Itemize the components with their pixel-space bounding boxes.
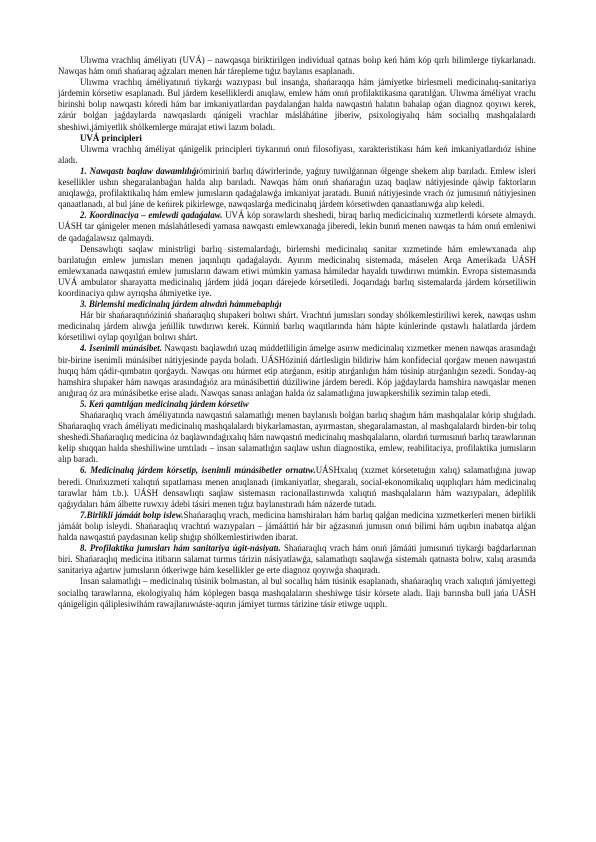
paragraph-2 — [58, 77, 536, 132]
paragraph-5 — [58, 310, 536, 343]
section-heading-text: UVÁ principleri — [80, 132, 142, 143]
paragraph-6 — [58, 410, 536, 465]
principle-8-text: Shańaraqlıq vrach hám onıń jámááti jumısınıń tiykarǵı baǵdarlarınan biri. Shańaraqlıq medicina itibarın salamat turmıs tárizin násiyatlawǵa, salamatlıqtı saqlawǵa sistemalı qatnasta bolıw, xalıq arasında sanitariya aǵartıw jumısların ótkeriwge hám kesellikler ge erte diagnoz qoyıwǵa shaqıradı. — [58, 543, 537, 576]
principle-1 — [58, 166, 536, 210]
principle-7-text: Shańaraqlıq vrach, medicina hamshiraları hám barlıq qalǵan medicina xızmetkerleri menen birlikli jámáát bolıp isleydi. Shańaraqlıq vrachtıń wazıypaları – jámááttiń hár bir aǵzasınıń jumısın onıń bilimi hám uqıbın inabatqa alǵan halda nawqastıń paydasınan kelip shıǵıp shólkemlestiriwden ibarat. — [58, 509, 536, 543]
section-heading — [58, 133, 536, 144]
paragraph-3 — [58, 144, 536, 166]
paragraph-1 — [58, 55, 536, 77]
paragraph-6-text: Shańaraqlıq vrach áméliyatında nawqastıń salamatlıǵı menen baylanıslı bolǵan barlıq shaǵım hám mashqalalar kórip shıǵıladı. Shańaraqlıq vrach áméliyatı medicinalıq mashqalalardı biykarlamastan, ayırmastan, shegaralamastan, al mashqalalardı birden-bir tolıq sheshedi.Shańaraqlıq medicina óz baqlawındaǵıxalıq hám nawqastıń medicinalıq mashqalaların, olardıń turmısınıń barlıq tarawlarınan kelip shıqqan halda sheshiliwine umtıladı – insan salamatlıǵın saqlaw ushın diagnostika, emlew, reabilitaciya, profilaktika jumısların alıp baradı. — [58, 410, 536, 465]
principle-4-title: 4. Isenimli múnásibet. — [80, 343, 162, 354]
principle-2-title: 2. Koordinaciya – emlewdi qadaǵalaw. — [80, 210, 223, 221]
paragraph-4-text: Densawlıqtı saqlaw ministrligi barlıq sistemalardaǵı, birlemshi medicinalıq sanitar xızmetinde hám emlewxanada alıp barılatuǵın emlew jumısları menen jaqınlıqtı qadaǵalaydı. Ayırım medicinalıq sistemada, máselen Arqa Amerikada UÁSH emlewxanada nawqastıń emlew jumısların dawam etiwi múmkin yamasa hámiledar hayaldı tuwdırıwı múmkin. Evropa sistemasında UVÁ ambulator sharayatta medicinalıq járdem júdá joqarı dárejede kórsetiledi. Joqarıdaǵı barlıq sistemalarda járdem kórsetiliwin koordinaciya qılıw ayrıqsha áhmiyetke iye. — [58, 243, 536, 298]
paragraph-1-text: Ulıwma vrachlıq áméliyatı (UVÁ) – nawqasqa biriktirilgen individual qatnas bolıp keń hám kóp qırlı bilimlerge tiykarlanadı. Nawqas hám onıń shańaraq aǵzaları menen hár tárepleme tıǵız baylanıs esaplanadı. — [58, 55, 536, 77]
principle-5-title: 5. Keń qamtılǵan medicinalıq járdem kórsetiw — [80, 398, 249, 409]
principle-6 — [58, 465, 536, 509]
paragraph-4 — [58, 244, 536, 299]
principle-6-title: 6. Medicinalıq járdem kórsetip, isenimli múnásibetler ornatıw. — [80, 465, 316, 476]
paragraph-7 — [58, 576, 536, 609]
paragraph-5-text: Hár bir shańaraqtıńóziniń shańaraqlıq shıpakeri bolıwı shárt. Vrachtıń jumısları sonday shólkemlestiriliwi kerek, nawqas ushın medicinalıq járdem alıwǵa jeńillik tuwdırıwı kerek. Kúnniń barlıq waqıtlarında hám hápte kúnlerinde qıstawlı halatlarda járdem kórsetiliwi oylap qoyılǵan bolıwı shárt. — [58, 310, 536, 343]
principle-2 — [58, 210, 536, 243]
principle-4-text: Nawqastı baqlawdıń uzaq múddetliligin ámelge asırıw medicinalıq xızmetker menen nawqas arasındaǵı bir-birine isenimli múnásibet nátiyjesinde payda boladı. UÁSHóziniń dártlesligin bildiriw hám konfidecial qorǵaw menen nawqastıń huqıq hám qádir-qımbatın qorǵaydı. Nawqas onı húrmet etip atırǵanın, esitip atırǵanlıǵın hám túsinip atırǵanlıǵın sezedi. Sonday-aq hamshira shıpaker hám nawqas arasındaǵıóz ara múnásibettiń dúziliwine járdem beredi. Kóp jaǵdaylarda hamshira nawqaslar menen anıǵıraq óz ara múnásibetke erise aladı. Nawqas sanası anlaǵan halda óz salamatlıǵına juwapkershilik sezimin talap etedi. — [58, 343, 537, 398]
principle-1-title: 1. Nawqastı baqlaw dawamlılıǵı — [80, 165, 199, 176]
paragraph-2-text: Ulıwma vrachlıq áméliyatınıń tiykarǵı wazıypası bul insanǵa, shańaraqqa hám jámiyetke birlesmeli medicinalıq-sanitariya járdemin kórsetiw esaplanadı. Bul járdem keselliklerdi anıqlaw, emlew hám onıń profilaktikasına qaratılǵan. Ulıwma áméliyat vrachı birinshi bolıp nawqastı kóredi hám bar imkaniyatlardan paydalanǵan halda nawqastıń halatın bahalap oǵan diagnoz qoyıwı kerek, zárúr bolǵan jaǵdaylarda nawqaslardı qánigeli vrachlar másláhátine jiberiw, psixologiyalıq hám sociallıq mashqalalardı sheshiwi,jámiyetlik shólkemlerge múrajat etiwi lazım boladı. — [58, 77, 536, 132]
principle-7 — [58, 510, 536, 543]
principle-5 — [58, 399, 536, 410]
principle-2-text: UVÁ kóp sorawlardı sheshedi, biraq barlıq medicicinalıq xızmetlerdi kórsete almaydı. UÁSH tar qánigeler menen máslahátlesedi yamasa nawqastı emlewxanaǵa jiberedi, lekin bunıń menen nawqas ta hám onıń emleniwi de qadaǵalawsız qalmaydı. — [58, 210, 536, 243]
principle-1-text: ómiriniń barlıq dáwirlerinde, yaǵnıy tuwılǵannan ólgenge shekem alıp barıladı. Emlew isleri kesellikler ushın shegaralanbaǵan halda alıp barıladı. Nawqas hám onıń shańaraǵın uzaq baqlaw nátiyjesinde qáwip faktorların anıqlawǵa, profilaktikalıq hám emlew jumısların qadaǵalawǵa imkaniyat jaratadı. Bunıń nátiyjesinde vrach óz jumısınıń nátiyjesinen qanaatlanadı, al bul jáne de keńirek pikirlewge, nawqaslarǵa medicinalıq járdem kórsetiwden qanaatlanıwǵa alıp keledi. — [58, 165, 536, 210]
principle-6-text: UÁSHxalıq (xızmet kórsetetuǵın xalıq) salamatlıǵına juwap beredi. Onıńxızmeti xalıqtıń sıpatlaması menen anıqlanadı (imkaniyatlar, shegaralı, social-ekonomikalıq uqıplıqları hám medicinalıq tarawlar hám t.b.). UÁSH densawlıqtı saqlaw sistemasın racionallastırıwda xalıqtıń mashqalaların hám wazıypaları, ádeplilik qaǵıydaları hám álbette ruwxıy ádebi tásiri menen tıǵız baylanıstıradı hám názerde tutadı. — [58, 465, 536, 509]
principle-3-title: 3. Birlemshi medicinalıq járdem alıwdıń hámmebaplıǵı — [80, 299, 282, 310]
principle-4 — [58, 343, 536, 398]
paragraph-7-text: Insan salamatlıǵı – medicinalıq túsinik bolmastan, al bul socallıq hám túsinik esaplanadı, shańaraqlıq vrach xalıqtıń jámiyettegi sociallıq tarawlarına, ekologiyalıq hám kóplegen basqa mashqalaların sheshiwge tásir kórsete aladı. Ilajı barınsha bull jańa UÁSH qánigeligin qáliplesiwihám rawajlanıwıáste-aqırın jámiyet turmıs tárizine tásir etiwge uqıplı. — [58, 576, 536, 609]
principle-7-title: 7.Birlikli jámáát bolıp islew. — [80, 509, 184, 520]
principle-8 — [58, 543, 536, 576]
principle-8-title: 8. Profilaktika jumısları hám sanitariya úgit-násiyatı. — [80, 543, 281, 554]
paragraph-3-text: Ulıwma vrachlıq áméliyat qánigelik principleri tiykarınıń onıń filosofiyası, xarakteristikası hám keń imkaniyatlardıóz ishine aladı. — [58, 143, 536, 165]
principle-3 — [58, 299, 536, 310]
document-page — [58, 55, 536, 610]
